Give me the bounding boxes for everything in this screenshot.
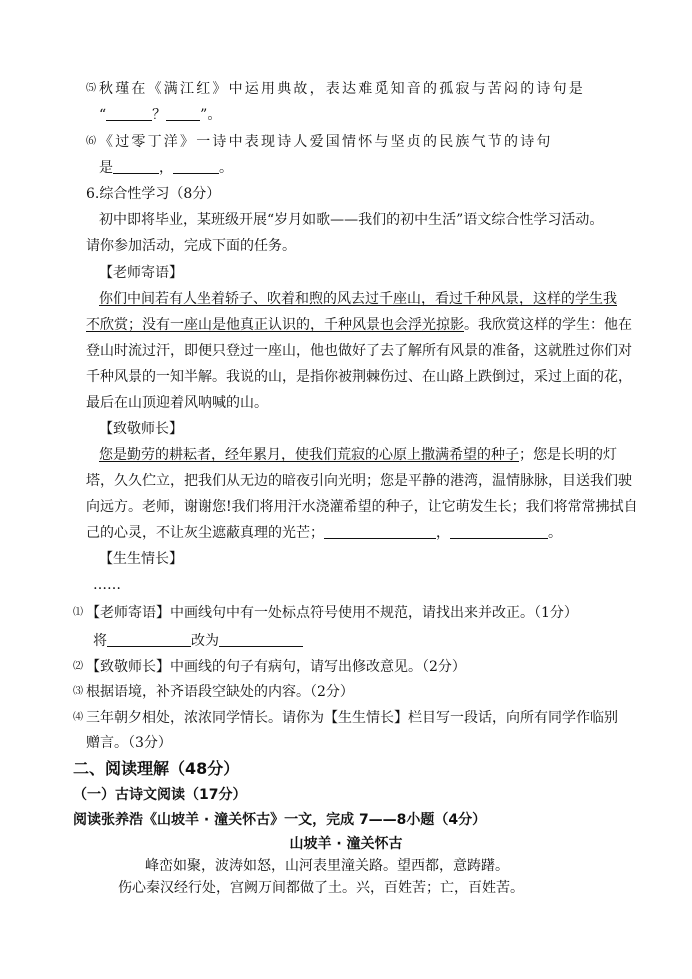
teacher-msg-line5: 最后在山顶迎着风呐喊的山。 xyxy=(86,395,268,411)
q6-blank-2[interactable] xyxy=(173,159,219,174)
teacher-msg-line2-rest: 。我欣赏这样的学生：他在 xyxy=(464,317,632,333)
respect-blank-1[interactable] xyxy=(324,524,436,539)
subq-1-jiang: 将 xyxy=(93,633,107,649)
respect-end: 。 xyxy=(548,525,562,541)
q5-blank-1[interactable] xyxy=(106,106,152,121)
q6-section-title: 6.综合性学习（8分） xyxy=(86,186,221,202)
q6-intro-line2: 请你参加活动，完成下面的任务。 xyxy=(86,238,296,254)
subq-2-text: 【致敬师长】中画线的句子有病句，请写出修改意见。（2分） xyxy=(86,659,466,675)
q5-number: ⑸ xyxy=(86,83,96,94)
respect-msg-heading: 【致敬师长】 xyxy=(99,421,183,437)
subq-3-number: ⑶ xyxy=(73,686,83,697)
teacher-msg-line4: 千种风景的一知半解。我说的山，是指你被荆棘伤过、在山路上跌倒过，采过上面的花， xyxy=(86,369,632,385)
q6-blank-1[interactable] xyxy=(113,159,159,174)
teacher-msg-heading: 【老师寄语】 xyxy=(99,265,183,281)
q6-number: ⑹ xyxy=(86,136,96,147)
respect-msg-line4-text: 己的心灵，不让灰尘遮蔽真理的光芒； xyxy=(86,525,324,541)
q5-text: 秋瑾在《满江红》中运用典故，表达难觅知音的孤寂与苦闷的诗句是 xyxy=(99,81,585,97)
subq-2 xyxy=(73,657,466,677)
teacher-msg-underlined-1: 你们中间若有人坐着轿子、吹着和煦的风去过千座山，看过千种风景，这样的学生我 xyxy=(99,291,617,307)
subq-3-text: 根据语境，补齐语段空缺处的内容。（2分） xyxy=(86,684,354,700)
respect-msg-line3: 向远方。老师，谢谢您!我们将用汗水浇灌希望的种子，让它萌发生长；我们将常常拂拭自 xyxy=(86,499,638,515)
respect-msg-line1-rest: ；您是长明的灯 xyxy=(519,447,617,463)
poem-line1: 峰峦如聚，波涛如怒，山河表里潼关路。望西都，意踌躇。 xyxy=(145,858,509,874)
respect-msg-line2: 塔，久久伫立，把我们从无边的暗夜引向光明；您是平静的港湾，温情脉脉，目送我们驶 xyxy=(86,473,632,489)
student-msg-ellipsis: …… xyxy=(93,577,121,593)
q5-blank-2[interactable] xyxy=(166,106,200,121)
subq-1 xyxy=(73,603,578,623)
subq-3 xyxy=(73,682,354,702)
respect-msg-line1 xyxy=(99,445,617,465)
q6-sep: ， xyxy=(159,160,173,176)
teacher-msg-underlined-2: 不欣赏；没有一座山是他真正认识的，千种风景也会浮光掠影 xyxy=(86,317,464,333)
subq-1-text: 【老师寄语】中画线句中有一处标点符号使用不规范，请找出来并改正。（1分） xyxy=(86,605,578,621)
q5-question-mark: ？ xyxy=(152,107,167,123)
subq-4-line2: 赠言。（3分） xyxy=(86,735,172,751)
part2-sub: （一）古诗文阅读（17分） xyxy=(73,787,247,803)
subq-1-blank-from[interactable] xyxy=(107,632,191,647)
q5-line2 xyxy=(99,105,221,125)
subq-4-line1 xyxy=(73,708,618,728)
subq-1-blank-to[interactable] xyxy=(219,632,303,647)
teacher-msg-line2 xyxy=(86,315,632,335)
q6-text: 《过零丁洋》一诗中表现诗人爱国情怀与坚贞的民族气节的诗句 xyxy=(99,134,553,150)
respect-msg-underlined: 您是勤劳的耕耘者，经年累月，使我们荒寂的心原上撒满希望的种子 xyxy=(99,447,519,463)
q5-line1 xyxy=(86,79,585,99)
respect-blank-2[interactable] xyxy=(450,524,548,539)
subq-1-gaiwei: 改为 xyxy=(191,633,219,649)
subq-4-number: ⑷ xyxy=(73,712,83,723)
subq-2-number: ⑵ xyxy=(73,661,83,672)
subq-1-answer xyxy=(93,631,303,651)
q6-line2 xyxy=(99,158,233,178)
q6-intro-line1: 初中即将毕业，某班级开展“岁月如歌——我们的初中生活”语文综合性学习活动。 xyxy=(99,212,604,228)
part2-instruction: 阅读张养浩《山坡羊 · 潼关怀古》一文，完成 7——8小题（4分） xyxy=(73,812,487,828)
respect-sep: ， xyxy=(436,525,450,541)
q6-end: 。 xyxy=(219,160,233,176)
student-msg-heading: 【生生情长】 xyxy=(99,551,183,567)
q6-line1 xyxy=(86,132,553,152)
subq-4-text: 三年朝夕相处，浓浓同学情长。请你为【生生情长】栏目写一段话，向所有同学作临别 xyxy=(86,710,618,726)
part2-title: 二、阅读理解（48分） xyxy=(73,759,240,778)
respect-msg-line4 xyxy=(86,523,562,543)
subq-1-number: ⑴ xyxy=(73,607,83,618)
teacher-msg-line1 xyxy=(99,289,617,309)
teacher-msg-line3: 登山时流过汗，即便只登过一座山，他也做好了去了解所有风景的准备，这就胜过你们对 xyxy=(86,343,632,359)
q6-line2-start: 是 xyxy=(99,160,113,176)
q5-open-quote: “ xyxy=(99,107,107,123)
poem-line2: 伤心秦汉经行处，宫阙万间都做了土。兴，百姓苦；亡，百姓苦。 xyxy=(118,880,524,896)
poem-title: 山坡羊 · 潼关怀古 xyxy=(289,836,403,852)
q5-close-quote: ”。 xyxy=(200,107,222,123)
